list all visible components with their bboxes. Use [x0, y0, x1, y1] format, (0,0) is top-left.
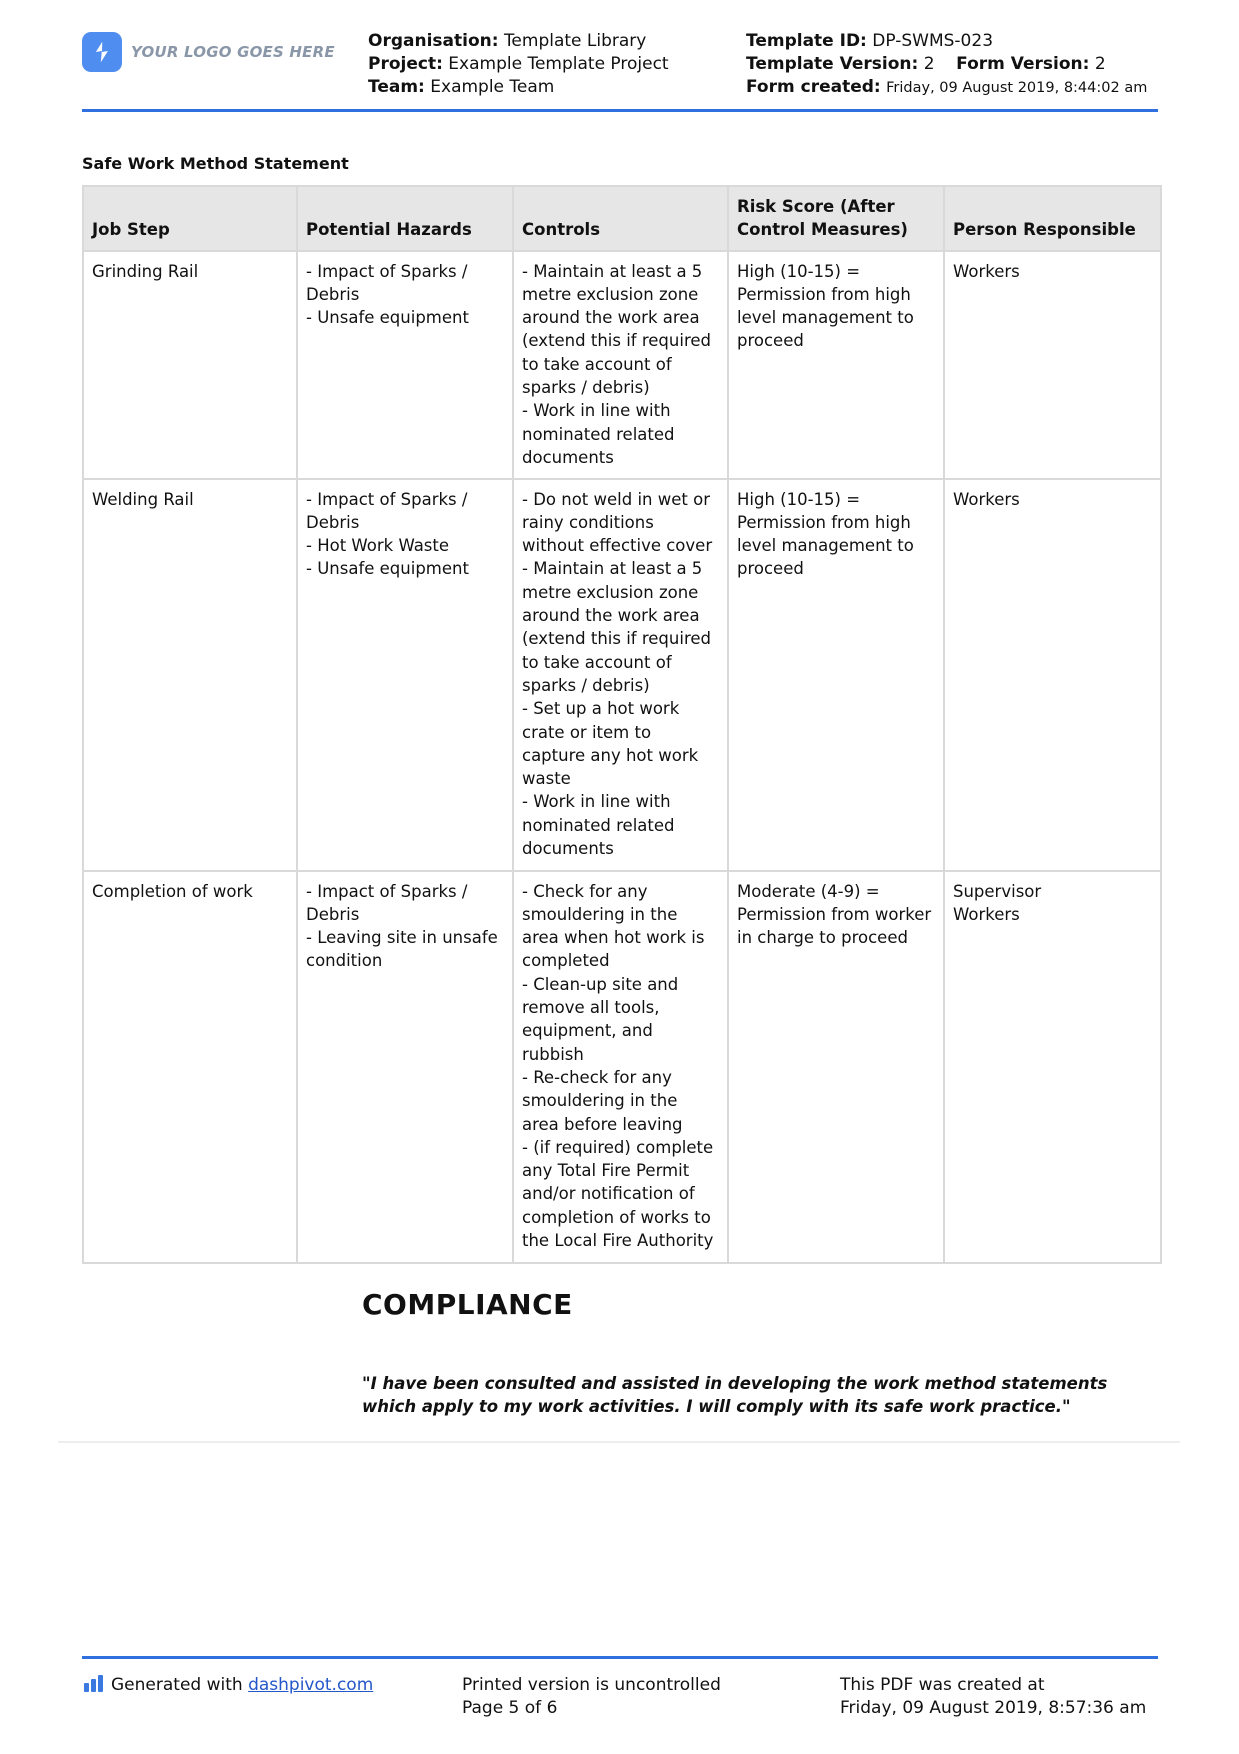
- cell-text: Welding Rail: [92, 489, 194, 509]
- risk-cell: [728, 871, 944, 1263]
- job-step-cell: [83, 479, 297, 871]
- section-title: Safe Work Method Statement: [82, 154, 349, 173]
- template-version-label: Template Version:: [746, 54, 919, 74]
- cell-text: Moderate (4-9) = Permission from worker in charge to proceed: [737, 881, 932, 948]
- risk-cell: [728, 251, 944, 479]
- created-label: This PDF was created at: [840, 1675, 1045, 1695]
- header-divider: [82, 109, 1158, 112]
- cell-text: - Check for any smouldering in the area when hot work is completed: [522, 881, 705, 971]
- cell-text: - Work in line with nominated related documents: [522, 792, 675, 859]
- dashpivot-icon: [84, 1675, 103, 1692]
- column-header: Person Responsible: [944, 186, 1161, 251]
- cell-text: Workers: [953, 489, 1020, 509]
- cell-text: - Do not weld in wet or rainy conditions without effective cover: [522, 489, 713, 556]
- dashpivot-link[interactable]: dashpivot.com: [248, 1675, 374, 1695]
- swms-table: [82, 185, 1162, 1264]
- cell-text: Workers: [953, 261, 1020, 281]
- column-header: Potential Hazards: [297, 186, 513, 251]
- cell-text: High (10-15) = Permission from high level management to proceed: [737, 489, 914, 579]
- job-step-cell: [83, 871, 297, 1263]
- organisation-value: Template Library: [503, 31, 647, 51]
- form-version-label: Form Version:: [956, 54, 1090, 74]
- page-number: Page 5 of 6: [462, 1698, 558, 1718]
- footer-generated: [84, 1674, 373, 1697]
- column-header: Job Step: [83, 186, 297, 251]
- team-value: Example Team: [430, 77, 555, 97]
- cell-text: Workers: [953, 904, 1020, 924]
- column-header: Controls: [513, 186, 728, 251]
- table-row: [83, 871, 1161, 1263]
- person-cell: [944, 479, 1161, 871]
- section-divider: [58, 1441, 1180, 1443]
- job-step-cell: [83, 251, 297, 479]
- form-version-value: 2: [1094, 54, 1106, 74]
- team-label: Team:: [368, 77, 425, 97]
- company-logo: [82, 32, 335, 72]
- cell-text: - (if required) complete any Total Fire Permit and/or notification of completion of works to the Local Fire Authority: [522, 1137, 714, 1251]
- template-version-value: 2: [923, 54, 935, 74]
- cell-text: - Unsafe equipment: [306, 559, 469, 579]
- project-value: Example Template Project: [448, 54, 669, 74]
- footer-page-info: [462, 1674, 721, 1720]
- compliance-title: COMPLIANCE: [362, 1288, 573, 1321]
- cell-text: - Unsafe equipment: [306, 308, 469, 328]
- template-id-value: DP-SWMS-023: [872, 31, 994, 51]
- form-created-label: Form created:: [746, 77, 881, 97]
- person-cell: [944, 251, 1161, 479]
- table-header-row: [83, 186, 1161, 251]
- logo-icon: [82, 32, 122, 72]
- cell-text: - Impact of Sparks / Debris: [306, 881, 468, 924]
- cell-text: - Set up a hot work crate or item to capture any hot work waste: [522, 699, 699, 789]
- controls-cell: [513, 871, 728, 1263]
- cell-text: - Work in line with nominated related documents: [522, 401, 675, 467]
- page-header: [82, 28, 1158, 112]
- cell-text: - Leaving site in unsafe condition: [306, 928, 498, 971]
- table-row: [83, 251, 1161, 479]
- logo-text: YOUR LOGO GOES HERE: [131, 43, 335, 61]
- footer-divider: [82, 1656, 1158, 1659]
- table-row: [83, 479, 1161, 871]
- cell-text: Completion of work: [92, 881, 253, 901]
- generated-prefix: Generated with: [111, 1675, 249, 1695]
- person-cell: [944, 871, 1161, 1263]
- cell-text: - Maintain at least a 5 metre exclusion zone around the work area (extend this if required to take account of sparks / debris): [522, 559, 711, 695]
- risk-cell: [728, 479, 944, 871]
- column-header: Risk Score (After Control Measures): [728, 186, 944, 251]
- uncontrolled-notice: Printed version is uncontrolled: [462, 1675, 721, 1695]
- form-created-value: Friday, 09 August 2019, 8:44:02 am: [886, 80, 1148, 96]
- cell-text: - Maintain at least a 5 metre exclusion zone around the work area (extend this if required to take account of sparks / debris): [522, 261, 711, 398]
- created-value: Friday, 09 August 2019, 8:57:36 am: [840, 1698, 1147, 1718]
- footer-created: [840, 1674, 1146, 1720]
- cell-text: - Clean-up site and remove all tools, equipment, and rubbish: [522, 974, 679, 1064]
- cell-text: - Impact of Sparks / Debris: [306, 261, 468, 304]
- controls-cell: [513, 251, 728, 479]
- template-id-label: Template ID:: [746, 31, 867, 51]
- cell-text: Supervisor: [953, 881, 1042, 901]
- hazards-cell: [297, 871, 513, 1263]
- project-label: Project:: [368, 54, 443, 74]
- hazards-cell: [297, 251, 513, 479]
- cell-text: - Impact of Sparks / Debris: [306, 489, 468, 532]
- controls-cell: [513, 479, 728, 871]
- hazards-cell: [297, 479, 513, 871]
- cell-text: High (10-15) = Permission from high level management to proceed: [737, 261, 914, 351]
- compliance-statement: "I have been consulted and assisted in developing the work method statements which apply to my work activities. I will comply with its safe work practice.": [362, 1374, 1108, 1416]
- cell-text: - Re-check for any smouldering in the area before leaving: [522, 1067, 683, 1134]
- cell-text: Grinding Rail: [92, 261, 199, 281]
- org-info: [368, 30, 669, 99]
- organisation-label: Organisation:: [368, 31, 499, 51]
- cell-text: - Hot Work Waste: [306, 536, 450, 556]
- template-info: [746, 30, 1147, 100]
